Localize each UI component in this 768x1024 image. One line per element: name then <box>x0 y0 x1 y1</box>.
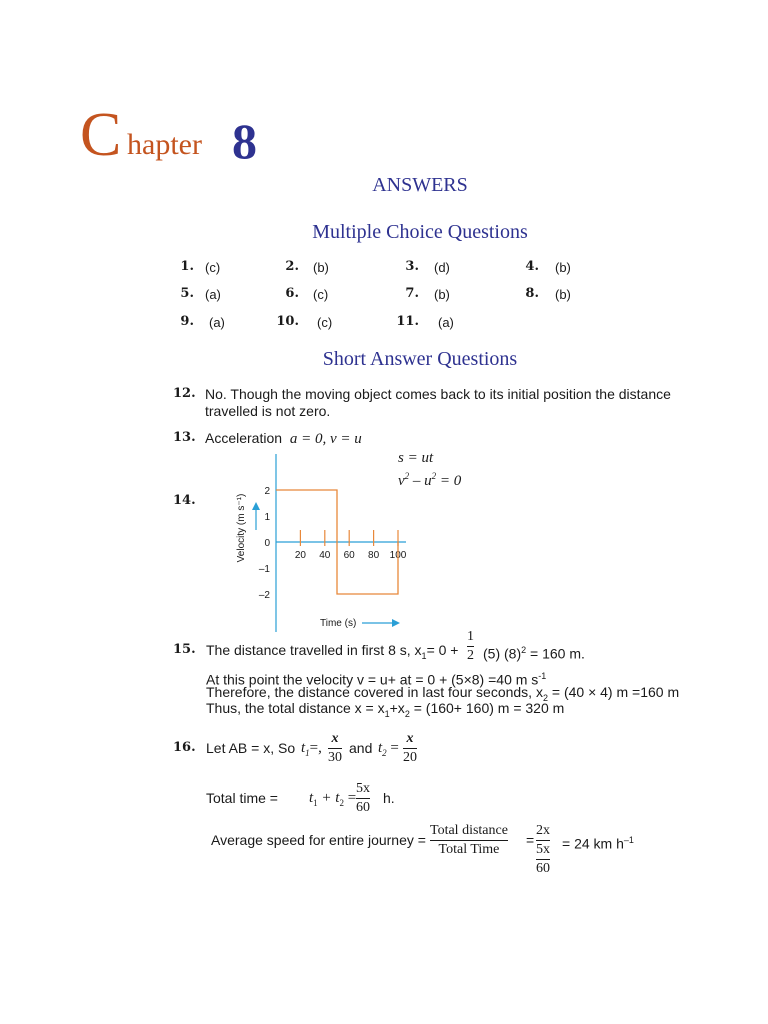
fraction-5x-over-60: 5x 60 <box>356 781 370 815</box>
x-tick-label: 100 <box>389 550 407 561</box>
chapter-word: hapter <box>127 128 202 161</box>
fraction-x-over-20: x 20 <box>403 731 417 765</box>
y-tick-label: 1 <box>264 512 270 523</box>
x-tick-label: 60 <box>343 550 355 561</box>
answer-15-line4: Thus, the total distance $x = x_1+x_2 = (160+ 160) m = 320$ m <box>206 700 565 719</box>
answer-15-line3: Therefore, the distance covered in last four seconds, $x_2 = (40 \times 4)$ m =160 m <box>206 684 680 703</box>
mcq-answer: (c) <box>205 260 221 275</box>
mcq-answer: (b) <box>434 287 450 302</box>
chapter-initial: C <box>80 101 122 169</box>
y-tick-label: 2 <box>264 486 270 497</box>
mcq-answer: (a) <box>205 287 221 302</box>
mcq-number: 1. <box>180 259 194 274</box>
mcq-number: 11. <box>396 314 419 329</box>
mcq-answer: (d) <box>434 260 450 275</box>
mcq-number: 4. <box>525 259 539 274</box>
equation-v2-u2: $v^2 - u^2 = 0$ <box>398 471 462 489</box>
x-label-arrowhead <box>392 619 400 627</box>
y-tick-label: 0 <box>264 538 270 549</box>
answer-12-line1: No. Though the moving object comes back to its initial position the distance <box>205 386 671 402</box>
fraction-x-over-30: x 30 <box>328 731 342 765</box>
mcq-answer: (c) <box>317 315 333 330</box>
mcq-answer: (a) <box>209 315 225 330</box>
mcq-number: 2. <box>285 259 299 274</box>
question-number: 14. <box>173 493 196 508</box>
answer-13-condition: a = 0, v = u <box>289 431 362 447</box>
question-number: 12. <box>173 386 196 401</box>
mcq-number: 9. <box>180 314 194 329</box>
mcq-number: 10. <box>276 314 299 329</box>
mcq-answer: (b) <box>555 260 571 275</box>
x-tick-label: 20 <box>294 550 306 561</box>
total-time-expression: $t_1 + t_2$ = <box>309 790 357 808</box>
total-time-label: Total time = <box>206 790 278 806</box>
y-axis-label: Velocity (m s⁻¹) <box>236 493 247 563</box>
velocity-time-graph <box>228 448 428 638</box>
question-number: 15. <box>173 642 196 657</box>
x-axis-label: Time (s) <box>320 618 357 629</box>
answer-15-line1: The distance travelled in first 8 s, $x_1= 0$ + <box>206 642 459 661</box>
mcq-number: 5. <box>180 286 194 301</box>
answer-13: Acceleration a = 0, v = u <box>205 430 362 447</box>
mcq-answer: (b) <box>313 260 329 275</box>
answer-16-t2: $t_2$ = <box>378 740 399 758</box>
mcq-number: 7. <box>405 286 419 301</box>
y-tick-label: –1 <box>258 564 270 575</box>
fraction-one-half: 1 2 <box>467 629 474 663</box>
mcq-answer: (c) <box>313 287 329 302</box>
question-number: 16. <box>173 740 196 755</box>
mcq-heading: Multiple Choice Questions <box>312 221 528 243</box>
total-time-unit: h. <box>383 790 395 806</box>
answers-heading: ANSWERS <box>372 174 468 196</box>
y-label-arrowhead <box>252 502 260 510</box>
average-speed-label: Average speed for entire journey = <box>211 832 426 848</box>
answer-16-and: and <box>349 740 373 756</box>
answer-15-line1-end: (5) $(8)^2 = 160$ m. <box>483 645 585 662</box>
answer-15-line2: At this point the velocity v = u+ at = 0 + (5×8) =40 m $s^{-1}$ <box>206 671 547 688</box>
mcq-number: 6. <box>285 286 299 301</box>
average-speed-result: = 24 km $h^{-1}$ <box>562 835 634 852</box>
answer-12-line2: travelled is not zero. <box>205 403 331 419</box>
fraction-total-distance-over-total-time: Total distance Total Time <box>430 823 508 857</box>
mcq-number: 3. <box>405 259 419 274</box>
x-tick-label: 80 <box>368 550 380 561</box>
answer-16-let: Let AB = x, So <box>206 740 296 756</box>
equation-s-ut: s = ut <box>398 450 434 466</box>
x-tick-label: 40 <box>319 550 331 561</box>
average-speed-equals: = <box>526 832 535 848</box>
answer-16-t1: $t_1=$, <box>301 740 322 758</box>
y-tick-label: –2 <box>258 590 270 601</box>
question-number: 13. <box>173 430 196 445</box>
mcq-answer: (a) <box>438 315 454 330</box>
mcq-number: 8. <box>525 286 539 301</box>
chapter-number: 8 <box>232 113 257 169</box>
saq-heading: Short Answer Questions <box>322 348 518 370</box>
mcq-answer: (b) <box>555 287 571 302</box>
fraction-2x-over-5x-over-60: 2x 5x 60 <box>536 823 550 876</box>
